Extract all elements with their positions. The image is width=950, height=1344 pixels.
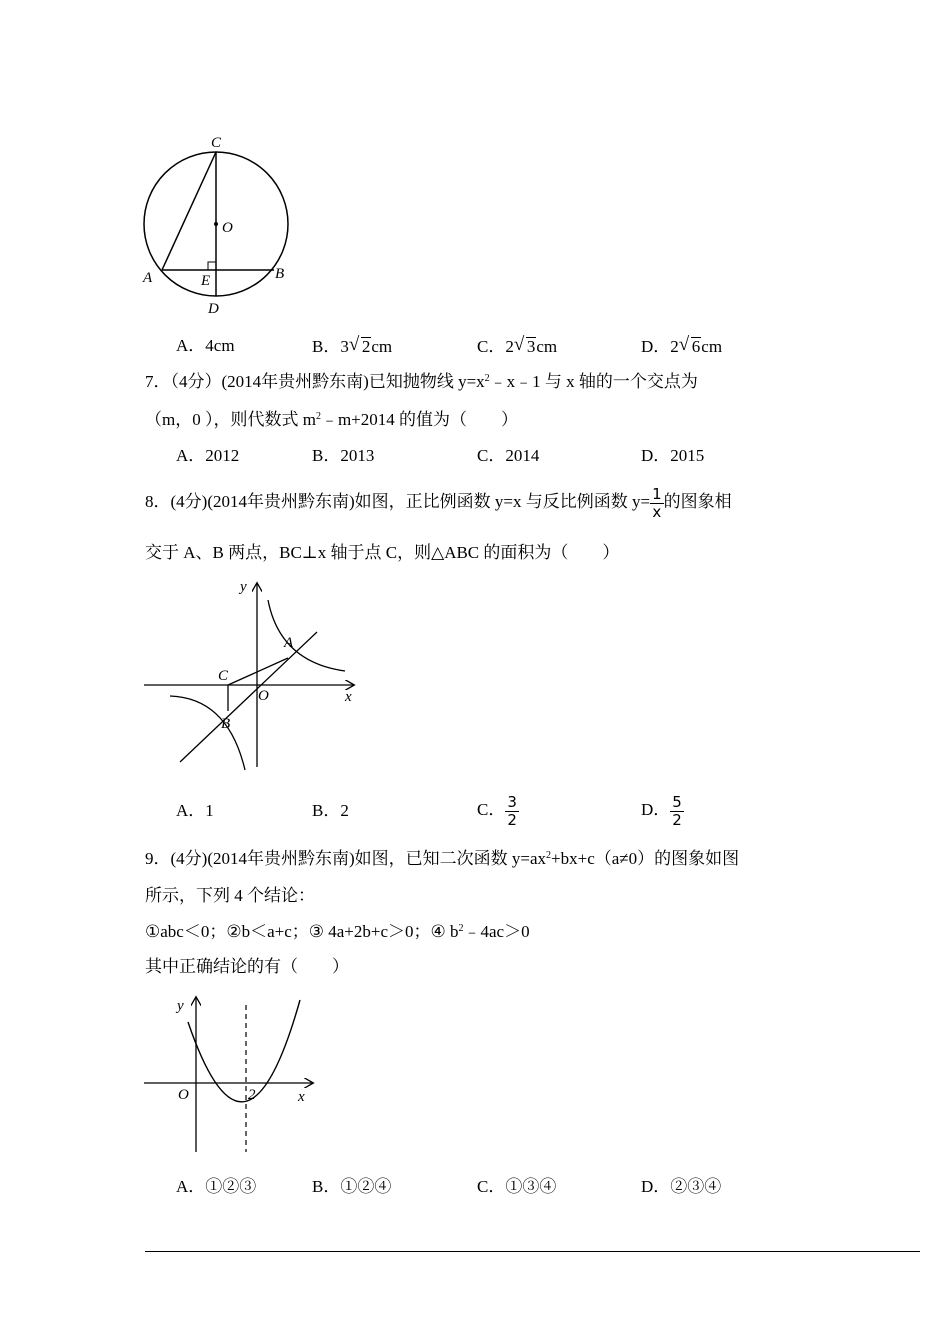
label-b: B [221, 716, 231, 732]
label-a: A [143, 270, 153, 286]
q8-option-a-value: 1 [205, 801, 214, 820]
q6-option-d-radicand: 6 [691, 337, 701, 356]
q9-option-d-value: ②③④ [670, 1177, 722, 1196]
q7-line2-pre: （m，0 ），则代数式 m [145, 410, 316, 429]
q8-frac-num: 1 [652, 485, 662, 504]
q6-option-b-unit: cm [371, 337, 393, 356]
q9-option-a[interactable] [176, 1178, 256, 1195]
q7-option-b[interactable] [312, 447, 374, 464]
q8-option-c-den: 2 [507, 810, 517, 829]
q7-line1-post: ﹣x﹣1 与 x 轴的一个交点为 [489, 372, 698, 391]
q8-option-b-value: 2 [340, 801, 349, 820]
label-d: D [208, 301, 219, 317]
q7-option-d-value: 2015 [670, 446, 705, 465]
label-c: C [211, 135, 222, 151]
label-a: A [284, 635, 294, 651]
q9-option-a-letter: A． [176, 1177, 206, 1196]
q6-option-c[interactable] [477, 334, 558, 356]
q6-option-b-sqrt: √ 2 [348, 334, 371, 356]
label-o: O [222, 220, 233, 236]
q8-option-a[interactable] [176, 802, 214, 819]
q8-option-d[interactable] [641, 790, 684, 830]
q7-stem-line1 [145, 373, 698, 390]
label-e: E [201, 273, 211, 289]
footer-rule [145, 1251, 920, 1252]
segment-ca [228, 658, 288, 685]
label-o: O [178, 1087, 189, 1103]
q9-line3-pre: ①abc＜0；②b＜a+c；③ 4a+2b+c＞0；④ b [145, 922, 459, 941]
q9-stem-line3 [145, 923, 530, 940]
q6-option-c-sqrt: √ 3 [513, 334, 536, 356]
q7-option-b-value: 2013 [340, 446, 375, 465]
q8-option-b-letter: B． [312, 801, 341, 820]
q8-fraction [650, 486, 664, 520]
hyperbola-branch-q3 [170, 696, 245, 770]
q6-option-b-radicand: 2 [361, 337, 371, 356]
q8-option-d-num: 5 [672, 793, 682, 812]
label-two: 2 [248, 1087, 256, 1103]
right-angle-mark [208, 262, 216, 270]
parabola-curve [188, 1000, 300, 1102]
q8-option-c-letter: C． [477, 800, 506, 819]
q9-stem-line1 [145, 850, 739, 867]
q9-option-d-letter: D． [641, 1177, 671, 1196]
q7-option-a[interactable] [176, 447, 239, 464]
q9-option-a-value: ①②③ [205, 1177, 257, 1196]
q8-graph-figure [140, 574, 365, 774]
q8-stem-line2: 交于 A、B 两点，BC⊥x 轴于点 C，则△ABC 的面积为（ ） [145, 543, 620, 562]
q7-option-d-letter: D． [641, 446, 671, 465]
q9-option-c-value: ①③④ [505, 1177, 557, 1196]
q6-option-b[interactable] [312, 334, 393, 356]
label-y: y [240, 579, 247, 595]
q6-option-d[interactable] [641, 334, 723, 356]
q6-option-c-radicand: 3 [526, 337, 536, 356]
label-c: C [218, 668, 229, 684]
q7-option-c-letter: C． [477, 446, 506, 465]
q8-option-c[interactable] [477, 790, 519, 830]
q7-option-a-value: 2012 [205, 446, 240, 465]
q8-stem-line1 [145, 484, 732, 520]
q6-option-d-unit: cm [701, 337, 723, 356]
q7-line1-sup: 2 [484, 373, 490, 384]
q6-option-b-coef: 3 [340, 337, 349, 356]
q9-line1-sup: 2 [546, 850, 552, 861]
q8-line1-post: 的图象相 [663, 492, 732, 511]
q8-frac-den: x [652, 502, 662, 521]
q9-option-c-letter: C． [477, 1177, 506, 1196]
label-b: B [275, 266, 285, 282]
q9-line3-post: ﹣4ac＞0 [463, 922, 530, 941]
q9-option-b-letter: B． [312, 1177, 341, 1196]
q9-stem-line4: 其中正确结论的有（ ） [145, 957, 349, 976]
q9-line1-post: +bx+c（a≠0）的图象如图 [551, 849, 740, 868]
q8-option-c-fraction [505, 794, 519, 828]
q8-option-d-fraction [670, 794, 684, 828]
q9-option-b[interactable] [312, 1178, 391, 1195]
q6-option-c-coef: 2 [505, 337, 514, 356]
q7-line1-pre: 7．（4分）(2014年贵州黔东南)已知抛物线 y=x [145, 372, 485, 391]
q7-option-c-value: 2014 [505, 446, 540, 465]
q9-option-c[interactable] [477, 1178, 556, 1195]
q8-option-a-letter: A． [176, 801, 206, 820]
q6-option-c-letter: C． [477, 337, 506, 356]
q8-line1-pre: 8．(4分)(2014年贵州黔东南)如图，正比例函数 y=x 与反比例函数 y= [145, 492, 651, 511]
q9-line3-sup: 2 [458, 923, 464, 934]
q9-option-d[interactable] [641, 1178, 721, 1195]
label-y: y [177, 998, 184, 1014]
label-x: x [298, 1089, 305, 1105]
q7-stem-line2 [145, 411, 518, 428]
q9-option-b-value: ①②④ [340, 1177, 392, 1196]
q8-option-b[interactable] [312, 802, 349, 819]
q7-option-b-letter: B． [312, 446, 341, 465]
q7-line2-post: ﹣m+2014 的值为（ ） [320, 410, 519, 429]
q9-line1-pre: 9．(4分)(2014年贵州黔东南)如图，已知二次函数 y=ax [145, 849, 547, 868]
hyperbola-branch-q1 [268, 600, 345, 671]
q6-option-a-value: 4cm [205, 336, 235, 355]
q8-option-c-num: 3 [507, 793, 517, 812]
q6-option-d-letter: D． [641, 337, 671, 356]
q6-circle-figure [138, 128, 298, 318]
q6-option-a-letter: A． [176, 336, 206, 355]
q8-option-d-den: 2 [672, 810, 682, 829]
q9-parabola-figure [140, 992, 320, 1157]
chord-ac [162, 152, 216, 270]
center-point [214, 222, 218, 226]
q9-stem-line2: 所示，下列 4 个结论： [145, 886, 315, 905]
q6-option-a[interactable] [176, 337, 235, 354]
q6-option-d-sqrt: √ 6 [678, 334, 701, 356]
q8-option-d-letter: D． [641, 800, 671, 819]
q6-option-d-coef: 2 [670, 337, 679, 356]
q6-option-b-letter: B． [312, 337, 341, 356]
q7-line2-sup: 2 [315, 411, 321, 422]
q7-option-c[interactable] [477, 447, 539, 464]
q7-option-a-letter: A． [176, 446, 206, 465]
label-o: O [258, 688, 269, 704]
label-x: x [345, 689, 352, 705]
q6-option-c-unit: cm [536, 337, 558, 356]
q7-option-d[interactable] [641, 447, 704, 464]
